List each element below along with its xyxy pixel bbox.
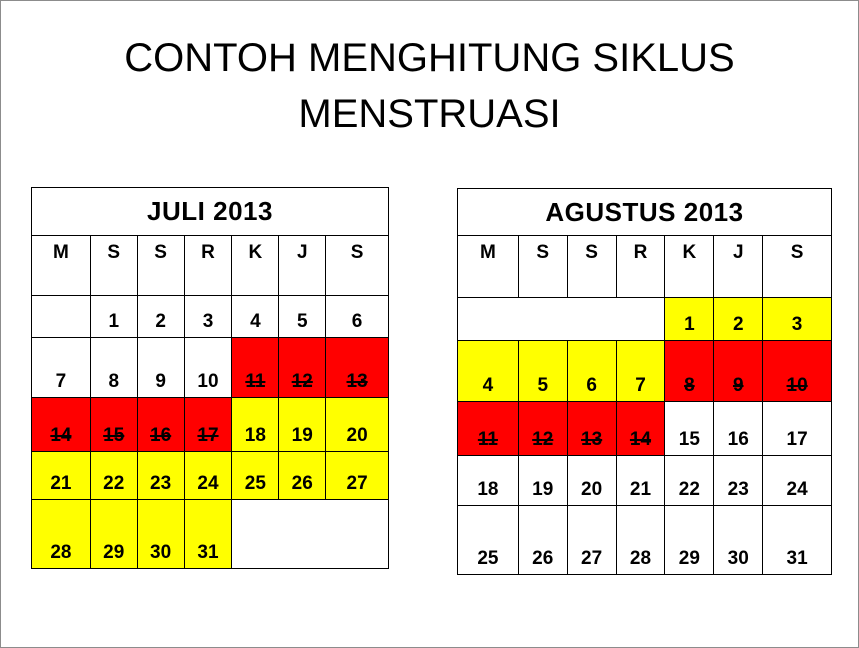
day-number: 29 [103,542,125,563]
day-cell [32,338,91,398]
calendar-month-title: AGUSTUS 2013 [458,189,832,236]
weekday-label: R [616,236,665,298]
day-number: 11 [245,371,266,392]
day-cell [616,456,665,506]
day-cell [184,452,232,500]
day-cell [232,452,279,500]
menstruation-day-cell [184,398,232,452]
day-number: 9 [155,371,166,392]
calendar-august [457,188,832,575]
day-number: 7 [55,371,67,392]
day-cell [458,341,519,402]
day-number: 9 [732,375,744,396]
day-cell [232,398,279,452]
calendar-week-row [458,298,832,341]
calendar-week-row [32,500,389,569]
menstruation-day-cell [763,341,832,402]
day-cell [763,298,832,341]
day-number: 13 [581,429,603,450]
day-cell [279,296,326,338]
day-cell [90,452,137,500]
menstruation-day-cell [137,398,184,452]
day-number: 5 [296,311,308,332]
day-number: 19 [532,479,554,500]
calendar-week-row [32,452,389,500]
calendar-week-row [458,506,832,575]
empty-cell [232,500,389,569]
menstruation-day-cell [567,402,616,456]
day-number: 23 [727,479,749,500]
weekday-label: R [184,236,232,296]
day-number: 20 [581,479,603,500]
day-number: 29 [678,548,700,569]
weekday-label: K [665,236,714,298]
empty-cell [458,298,665,341]
day-cell [279,452,326,500]
menstruation-day-cell [458,402,519,456]
day-cell [763,506,832,575]
day-number: 3 [791,314,803,335]
day-number: 13 [346,371,368,392]
menstruation-day-cell [326,338,389,398]
page-title [0,30,859,142]
calendar-week-row [32,338,389,398]
day-cell [326,398,389,452]
day-number: 16 [727,429,749,450]
empty-cell [32,296,91,338]
weekday-header-row [458,236,832,298]
day-cell [714,402,763,456]
day-cell [184,338,232,398]
day-number: 31 [786,548,808,569]
day-cell [616,506,665,575]
day-number: 18 [244,425,266,446]
day-number: 8 [108,371,120,392]
day-number: 7 [635,375,646,396]
calendar-july [31,187,389,569]
day-number: 5 [537,375,549,396]
day-number: 30 [727,548,749,569]
title-line-1: CONTOH MENGHITUNG SIKLUS [124,36,735,80]
weekday-label: K [232,236,279,296]
menstruation-day-cell [665,341,714,402]
day-cell [665,298,714,341]
day-cell [616,341,665,402]
day-number: 16 [150,425,172,446]
day-number: 30 [150,542,172,563]
day-cell [90,338,137,398]
day-cell [279,398,326,452]
day-number: 24 [786,479,808,500]
day-number: 26 [532,548,554,569]
title-line-2: MENSTRUASI [298,92,561,136]
weekday-label: J [279,236,326,296]
day-number: 18 [477,479,499,500]
day-number: 14 [50,425,72,446]
calendar-week-row [32,398,389,452]
day-number: 28 [50,542,72,563]
day-cell [665,456,714,506]
day-number: 27 [581,548,603,569]
day-number: 15 [103,425,125,446]
day-number: 23 [150,473,172,494]
day-cell [714,506,763,575]
day-number: 20 [346,425,368,446]
day-cell [714,298,763,341]
day-number: 3 [202,311,214,332]
day-number: 12 [291,371,313,392]
day-number: 8 [684,375,695,396]
day-cell [137,452,184,500]
calendar-week-row [458,456,832,506]
day-cell [567,456,616,506]
day-number: 21 [50,473,72,494]
weekday-label: J [714,236,763,298]
day-number: 24 [197,473,219,494]
day-cell [665,402,714,456]
day-cell [763,456,832,506]
day-cell [458,456,519,506]
day-cell [665,506,714,575]
day-number: 10 [786,375,808,396]
day-cell [184,296,232,338]
day-number: 22 [678,479,700,500]
day-cell [458,506,519,575]
day-cell [232,296,279,338]
day-number: 28 [629,548,652,569]
day-number: 26 [291,473,313,494]
weekday-label: S [90,236,137,296]
day-cell [32,452,91,500]
day-number: 17 [786,429,808,450]
weekday-label: M [458,236,519,298]
calendar-week-row [458,402,832,456]
day-number: 27 [346,473,368,494]
weekday-label: S [518,236,567,298]
weekday-header-row [32,236,389,296]
day-cell [184,500,232,569]
day-cell [326,296,389,338]
day-number: 25 [477,548,499,569]
menstruation-day-cell [32,398,91,452]
day-number: 15 [678,429,700,450]
day-cell [518,506,567,575]
weekday-label: S [326,236,389,296]
weekday-label: S [567,236,616,298]
menstruation-day-cell [279,338,326,398]
day-cell [137,296,184,338]
menstruation-day-cell [616,402,665,456]
day-number: 14 [629,429,652,450]
day-number: 4 [482,375,494,396]
day-number: 12 [532,429,554,450]
day-number: 10 [197,371,219,392]
day-number: 17 [197,425,219,446]
day-cell [567,506,616,575]
day-number: 1 [684,314,695,335]
day-cell [32,500,91,569]
day-cell [326,452,389,500]
day-cell [90,500,137,569]
day-cell [518,456,567,506]
day-number: 4 [250,311,261,332]
calendar-week-row [458,341,832,402]
day-cell [714,456,763,506]
menstruation-day-cell [90,398,137,452]
menstruation-day-cell [518,402,567,456]
day-number: 19 [291,425,313,446]
day-cell [90,296,137,338]
day-number: 6 [586,375,597,396]
weekday-label: S [763,236,832,298]
day-number: 21 [629,479,652,500]
day-cell [137,500,184,569]
day-number: 6 [351,311,363,332]
day-cell [518,341,567,402]
weekday-label: S [137,236,184,296]
day-cell [567,341,616,402]
day-number: 22 [103,473,125,494]
day-number: 2 [732,314,744,335]
day-number: 2 [155,311,166,332]
day-number: 1 [108,311,120,332]
weekday-label: M [32,236,91,296]
calendar-week-row [32,296,389,338]
day-number: 31 [197,542,219,563]
menstruation-day-cell [714,341,763,402]
day-cell [137,338,184,398]
day-cell [763,402,832,456]
day-number: 25 [244,473,266,494]
day-number: 11 [477,429,498,450]
menstruation-day-cell [232,338,279,398]
calendar-month-title: JULI 2013 [32,188,389,236]
